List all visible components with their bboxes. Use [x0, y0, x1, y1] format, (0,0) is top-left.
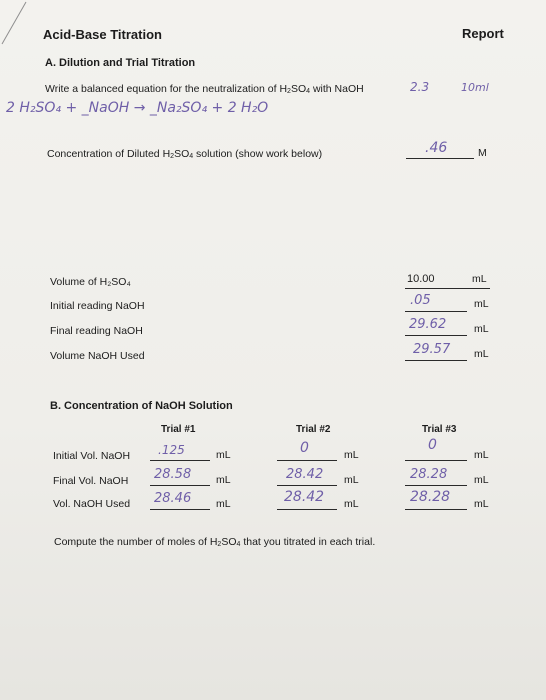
b-trial1-used: 28.46 — [154, 491, 192, 506]
b-underline-r1c2 — [277, 460, 337, 461]
b-unit-r1c3: mL — [474, 449, 489, 461]
report-label: Report — [462, 26, 504, 41]
equation-prompt: Write a balanced equation for the neutralization of $H_2SO_4$ with NaOH — [45, 83, 364, 95]
margin-note-2: 10ml — [461, 81, 489, 94]
b-trial3-used: 28.28 — [410, 489, 451, 505]
page-title: Acid-Base Titration — [43, 27, 162, 42]
row-underline-1 — [405, 288, 490, 289]
trial-1-header: Trial #1 — [161, 424, 196, 435]
b-underline-r2c3 — [405, 485, 467, 486]
concentration-label: Concentration of Diluted $H_2SO_4$ solution (show work below) — [47, 148, 323, 160]
row-unit-2: mL — [474, 298, 489, 310]
b-underline-r1c3 — [405, 460, 467, 461]
page-corner-fold-icon — [0, 0, 40, 45]
section-a-heading: A. Dilution and Trial Titration — [45, 57, 196, 69]
row-underline-3 — [405, 335, 467, 336]
b-unit-r3c3: mL — [474, 498, 489, 510]
row-value-initial-reading: .05 — [410, 293, 431, 308]
b-underline-r2c1 — [150, 485, 210, 486]
trial-2-header: Trial #2 — [296, 424, 331, 435]
b-row-label-final: Final Vol. NaOH — [53, 475, 129, 487]
section-b-heading: B. Concentration of NaOH Solution — [50, 400, 233, 412]
b-underline-r2c2 — [277, 485, 337, 486]
b-trial2-final: 28.42 — [286, 467, 324, 482]
b-underline-r3c3 — [405, 509, 467, 510]
b-unit-r3c1: mL — [216, 498, 231, 510]
b-unit-r1c2: mL — [344, 449, 359, 461]
b-unit-r2c2: mL — [344, 474, 359, 486]
b-trial2-used: 28.42 — [284, 489, 325, 505]
b-trial3-initial: 0 — [428, 437, 437, 453]
row-value-volume-h2so4: 10.00 — [407, 273, 435, 285]
concentration-underline — [406, 158, 474, 159]
b-unit-r2c1: mL — [216, 474, 231, 486]
b-row-label-initial: Initial Vol. NaOH — [53, 450, 131, 462]
row-value-final-reading: 29.62 — [409, 317, 447, 332]
row-underline-4 — [405, 360, 467, 361]
row-label-volume-naoh: Volume NaOH Used — [50, 350, 145, 362]
b-underline-r3c2 — [277, 509, 337, 510]
b-row-label-used: Vol. NaOH Used — [53, 498, 131, 510]
b-underline-r1c1 — [150, 460, 210, 461]
moles-prompt: Compute the number of moles of $H_2SO_4$ that you titrated in each trial. — [54, 536, 376, 548]
row-label-final-reading: Final reading NaOH — [50, 325, 143, 337]
trial-3-header: Trial #3 — [422, 424, 457, 435]
balanced-equation: 2 H₂SO₄ + _NaOH → _Na₂SO₄ + 2 H₂O — [6, 100, 269, 116]
row-label-initial-reading: Initial reading NaOH — [50, 300, 145, 312]
row-unit-4: mL — [474, 348, 489, 360]
b-trial3-final: 28.28 — [410, 467, 448, 482]
row-underline-2 — [405, 311, 467, 312]
b-unit-r1c1: mL — [216, 449, 231, 461]
row-label-volume-h2so4: Volume of H₂SO₄ — [50, 276, 131, 288]
row-value-volume-naoh: 29.57 — [413, 342, 451, 357]
concentration-value: .46 — [425, 140, 448, 156]
b-unit-r3c2: mL — [344, 498, 359, 510]
b-trial1-initial: .125 — [158, 443, 185, 457]
row-unit-3: mL — [474, 323, 489, 335]
b-trial2-initial: 0 — [300, 440, 309, 456]
row-unit-1: mL — [472, 273, 487, 285]
concentration-unit: M — [478, 147, 487, 159]
b-underline-r3c1 — [150, 509, 210, 510]
margin-note-1: 2.3 — [410, 80, 430, 94]
b-trial1-final: 28.58 — [154, 467, 192, 482]
b-unit-r2c3: mL — [474, 474, 489, 486]
